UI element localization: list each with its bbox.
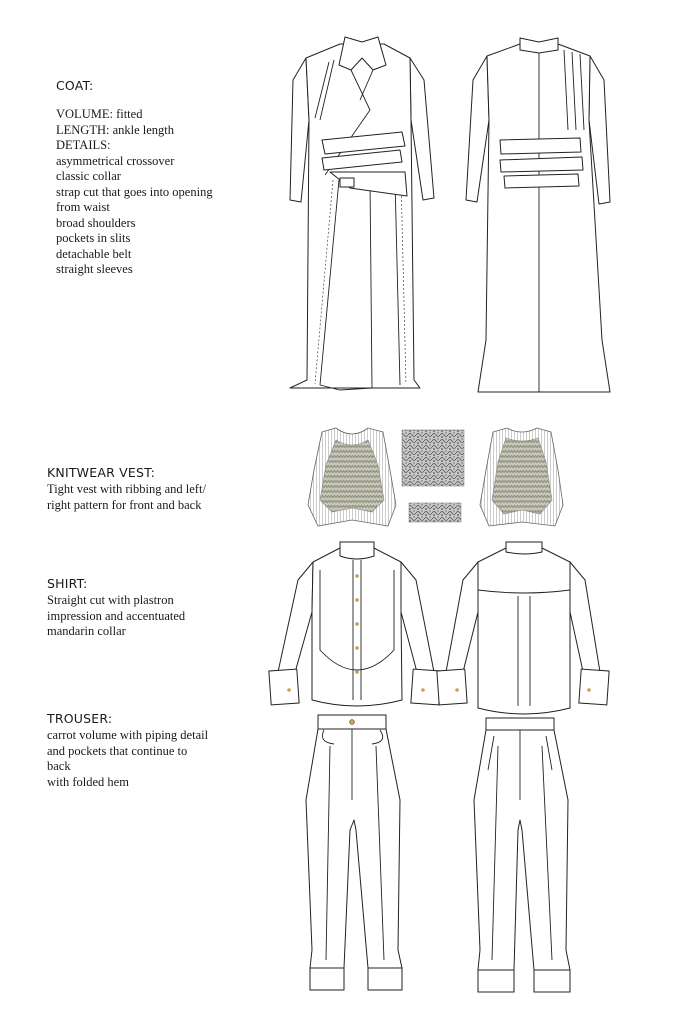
shirt-button-icon xyxy=(355,574,359,578)
shirt-back-left-sleeve xyxy=(446,562,478,676)
shirt-button-icon xyxy=(355,598,359,602)
coat-line: classic collar xyxy=(56,169,121,183)
coat-front-left-sleeve xyxy=(290,58,309,202)
coat-line: LENGTH: ankle length xyxy=(56,122,175,137)
coat-back-belt xyxy=(500,138,581,154)
coat-belt-buckle-icon xyxy=(340,178,354,187)
shirt-front-right-sleeve xyxy=(401,562,434,676)
shirt-back-right-sleeve xyxy=(570,562,600,676)
coat-back-collar xyxy=(520,38,558,53)
trouser-back-waistband xyxy=(486,718,554,730)
coat-back-flat xyxy=(466,38,610,392)
shirt-back-right-cuff xyxy=(579,669,609,705)
coat-line: broad shoulders xyxy=(56,215,136,230)
vest-front-flat xyxy=(308,428,396,526)
coat-back-left-sleeve xyxy=(466,56,489,202)
coat-front-flat xyxy=(290,37,434,390)
shirt-button-icon xyxy=(355,646,359,650)
shirt-heading: SHIRT: xyxy=(47,576,88,591)
cuff-button-icon xyxy=(421,688,425,692)
shirt-front-left-cuff xyxy=(269,669,299,705)
vest-back-flat xyxy=(480,428,563,526)
trouser-line: carrot volume with piping detail xyxy=(47,728,209,742)
shirt-line: mandarin collar xyxy=(47,624,126,638)
trouser-line: back xyxy=(47,759,71,773)
trouser-back-flat xyxy=(474,718,570,992)
shirt-back-collar xyxy=(506,542,542,554)
trouser-line: with folded hem xyxy=(47,774,129,789)
trouser-back-right-hem xyxy=(534,970,570,992)
coat-line: straight sleeves xyxy=(56,262,133,276)
trouser-heading: TROUSER: xyxy=(47,711,113,726)
shirt-back-body xyxy=(478,548,570,714)
shirt-front-flat xyxy=(269,542,441,706)
coat-line: strap cut that goes into opening xyxy=(56,184,213,199)
coat-line: detachable belt xyxy=(56,246,132,261)
shirt-front-body xyxy=(312,548,402,706)
shirt-button-icon xyxy=(355,670,359,674)
coat-front-body xyxy=(290,44,420,388)
knit-swatch-small xyxy=(409,503,461,522)
vest-heading: KNITWEAR VEST: xyxy=(47,465,155,480)
cuff-button-icon xyxy=(455,688,459,692)
shirt-line: impression and accentuated xyxy=(47,608,186,623)
coat-line: pockets in slits xyxy=(56,231,131,245)
coat-line: asymmetrical crossover xyxy=(56,153,175,168)
trouser-front-left-hem xyxy=(310,968,344,990)
coat-front-right-sleeve xyxy=(410,58,434,200)
shirt-front-left-sleeve xyxy=(278,562,313,676)
shirt-line: Straight cut with plastron xyxy=(47,593,174,607)
coat-line: DETAILS: xyxy=(56,138,111,152)
shirt-back-left-cuff xyxy=(437,669,467,705)
trouser-button-icon xyxy=(350,720,355,725)
cuff-button-icon xyxy=(587,688,591,692)
knit-swatch-large xyxy=(402,430,464,486)
vest-line: Tight vest with ribbing and left/ xyxy=(47,482,206,496)
shirt-button-icon xyxy=(355,622,359,626)
trouser-front-right-hem xyxy=(368,968,402,990)
trouser-line: and pockets that continue to xyxy=(47,743,188,758)
shirt-back-flat xyxy=(437,542,609,714)
shirt-front-collar xyxy=(340,542,374,559)
trouser-front-legs xyxy=(306,729,402,968)
coat-line: VOLUME: fitted xyxy=(56,107,143,121)
trouser-front-flat xyxy=(306,715,402,990)
coat-heading: COAT: xyxy=(56,78,94,93)
cuff-button-icon xyxy=(287,688,291,692)
vest-line: right pattern for front and back xyxy=(47,497,202,512)
trouser-back-left-hem xyxy=(478,970,514,992)
coat-line: from waist xyxy=(56,200,110,214)
